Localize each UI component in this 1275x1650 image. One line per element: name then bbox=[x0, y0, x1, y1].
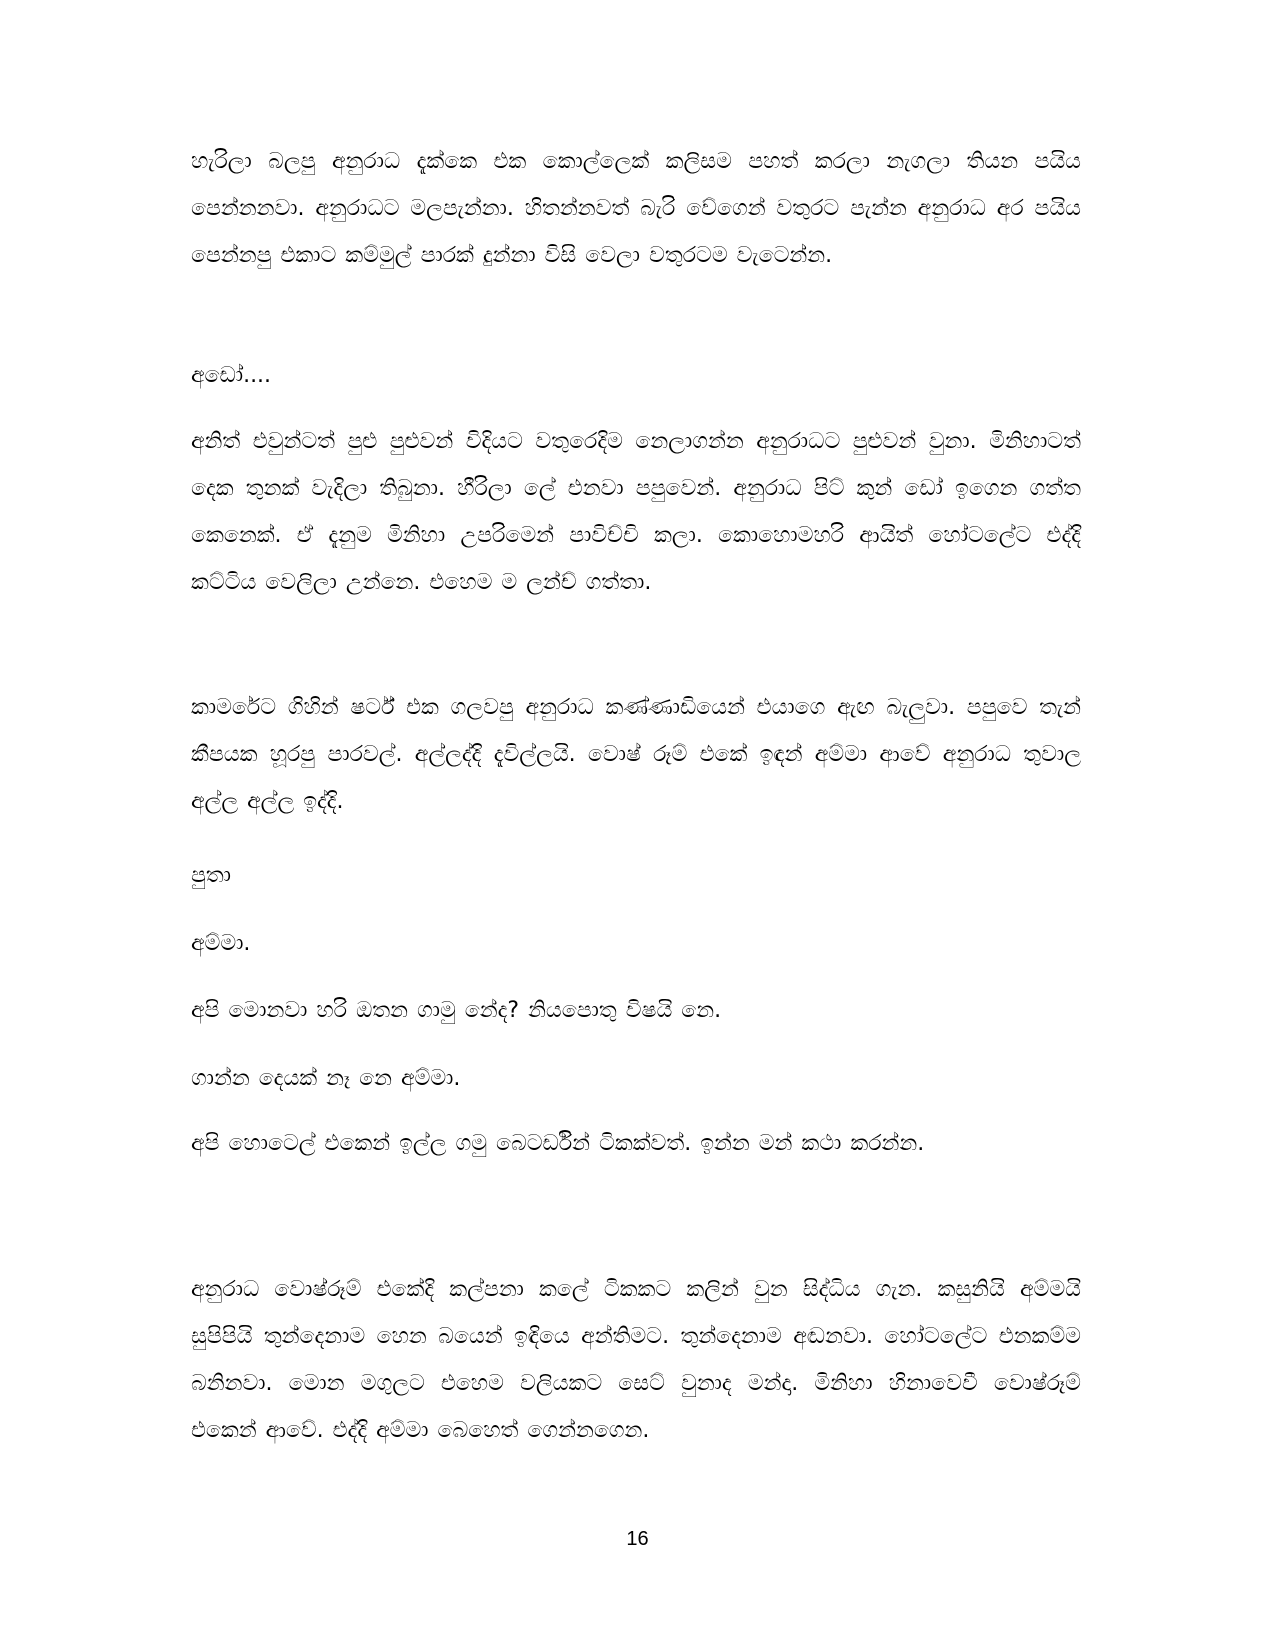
paragraph-4: කාමරේට ගිහින් ෂර්ට් එක ගලවපු අනුරාධ කණ්ණාඩියෙන් එයාගෙ ඇඟ බැලුවා. පපුවෙ තැන් කීපයක හූරපු පාරවල්. අල්ලද්දි දැවිල්ලයි. වොෂ් රූම් එකේ ඉඳන් අම්මා ආවේ අනුරාධ තුවාල අල්ල අල්ල ඉද්දි. bbox=[191, 695, 1081, 814]
paragraph-3: අනිත් එවුන්ටත් පුළු පුළුවන් විදියට වතුරෙදිම නෙලාගන්න අනුරාධට පුළුවන් වුනා. මිනිහාටත් දෙක තුනක් වැදිලා තිබුනා. හීරිලා ලේ එනවා පපුවෙන්. අනුරාධ පිට් කුන් ඩෝ ඉගෙන ගත්ත කෙනෙක්. ඒ දැනුම මිනිහා උපරිමෙන් පාවිච්චි කලා. කොහොමහරි ආයිත් හෝටලේට එද්දි කට්ටිය වෙලිලා උන්නෙ. එහෙම ම ලන්ච් ගත්තා. bbox=[191, 429, 1081, 595]
paragraph-9: අපි හොටෙල් එකෙන් ඉල්ල ගමු බෙටර්ඩින් ටිකක්වත්. ඉන්න මන් කථා කරන්න. bbox=[191, 1131, 925, 1156]
paragraph-5: පුතා bbox=[191, 863, 231, 888]
paragraph-6: අම්මා. bbox=[191, 931, 251, 956]
paragraph-2: අඩෝ.... bbox=[191, 363, 272, 388]
paragraph-10: අනුරාධ වොෂ්රූම් එකේදි කල්පනා කලේ ටිකකට කලින් වුන සිද්ධිය ගැන. කසුනියි අම්මයි සුපිපියි තුන්දෙනාම හෙන බයෙන් ඉඳියෙ අන්තිමට. තුන්දෙනාම අඬනවා. හෝටලේට එනකම්ම බනිනවා. මොන මගුලට එහෙම වලියකට සෙට් වුනාද මන්දා. මිනිහා හිනාවෙවී වොෂ්රූම් එකෙන් ආවේ. එද්දි අම්මා බෙහෙත් ගෙන්නගෙන. bbox=[191, 1277, 1081, 1443]
paragraph-1: හැරිලා බලපු අනුරාධ දැක්කෙ එක කොල්ලෙක් කලිසම පහත් කරලා නැගලා තියන පයිය පෙන්නනවා. අනුරාධට මලපැන්නා. හිතන්නවත් බැරි වේගෙන් වතුරට පැන්න අනුරාධ අර පයිය පෙන්නපු එකාට කම්මුල් පාරක් දුන්නා විසි වෙලා වතුරටම වැටෙන්න. bbox=[191, 149, 1081, 268]
page-number: 16 bbox=[626, 1528, 649, 1550]
paragraph-7: අපි මොනවා හරි ඔතන ගාමු නේද? නියපොතු විෂයි නෙ. bbox=[191, 998, 722, 1023]
paragraph-8: ගාන්න දෙයක් නෑ නෙ අම්මා. bbox=[191, 1066, 461, 1091]
